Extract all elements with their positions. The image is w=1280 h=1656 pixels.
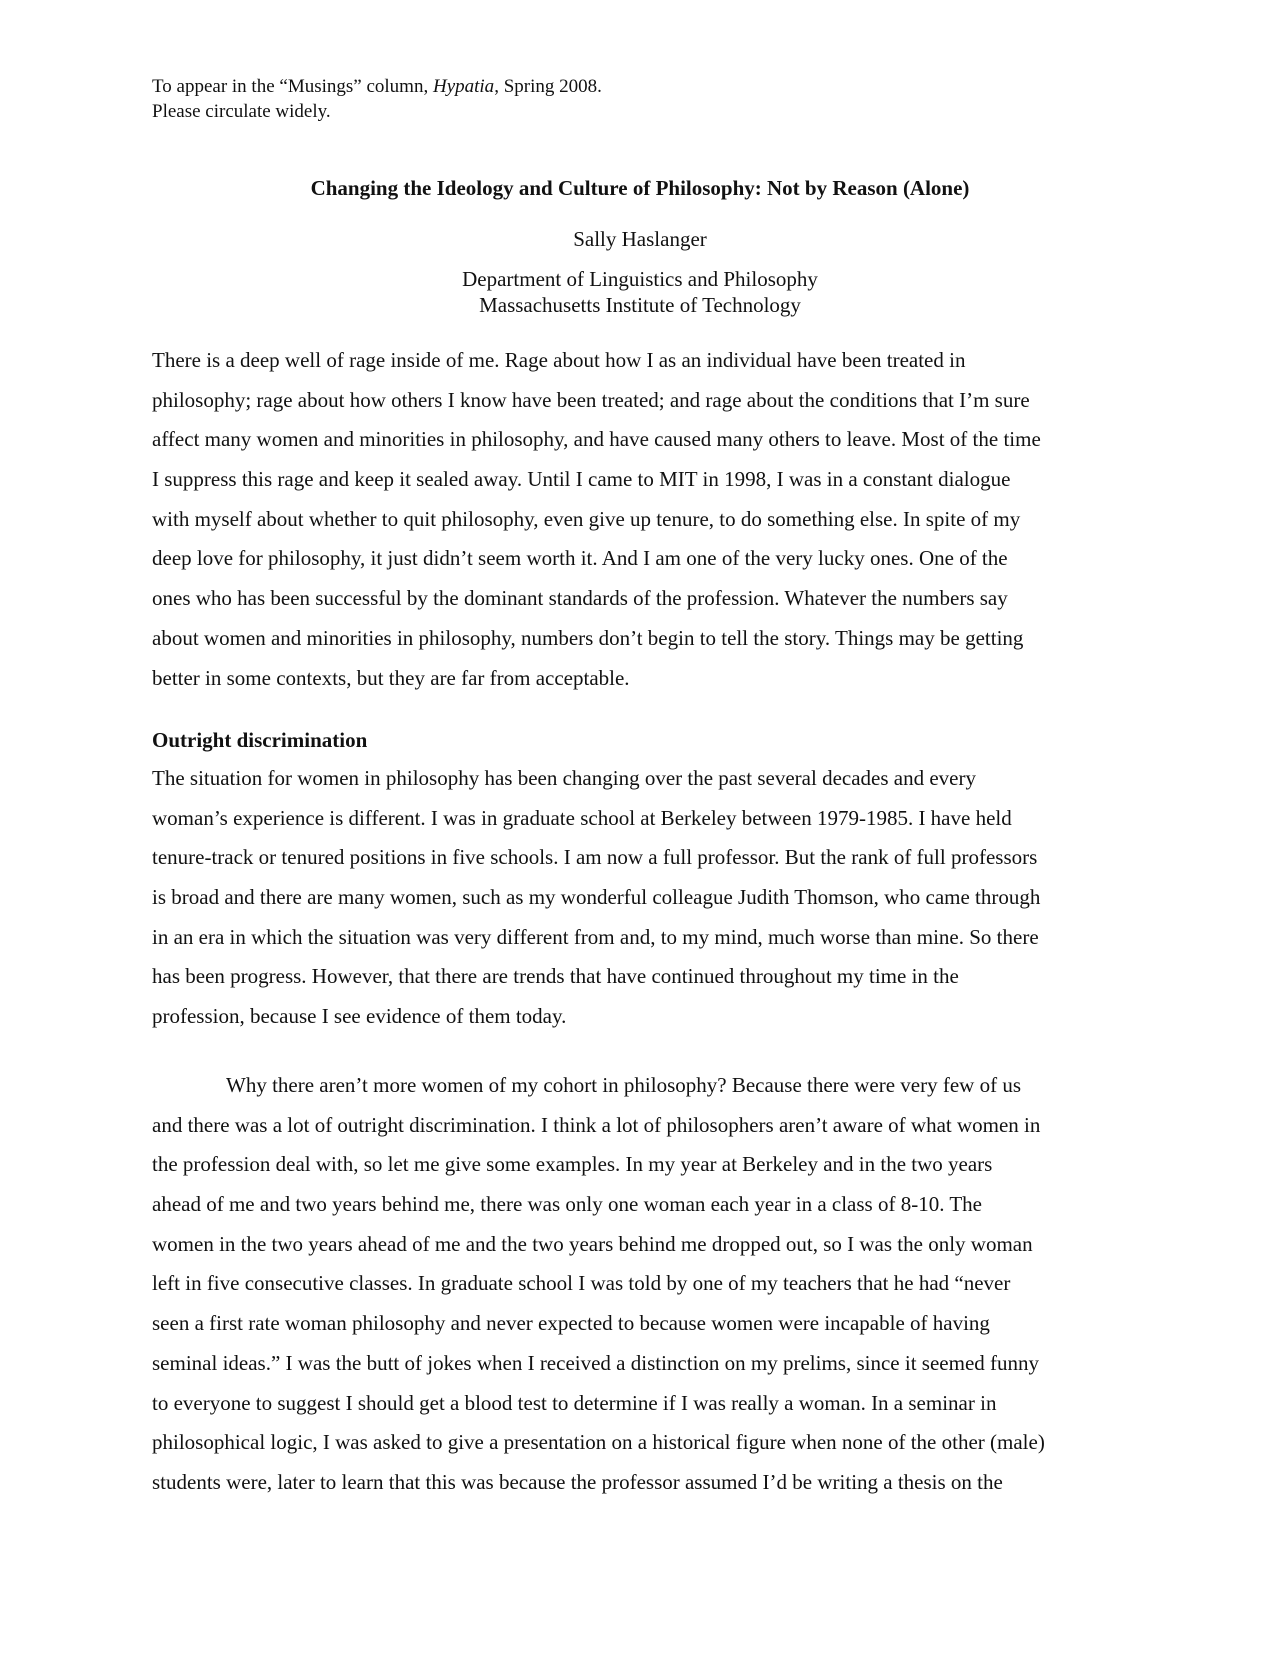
text-line: students were, later to learn that this was because the professor assumed I’d be writing a thesis on the (152, 1469, 1003, 1494)
text-line: left in five consecutive classes. In graduate school I was told by one of my teachers that he had “never (152, 1271, 1011, 1296)
text-line: is broad and there are many women, such as my wonderful colleague Judith Thomson, who came through (152, 885, 1041, 910)
text-line: woman’s experience is different. I was in graduate school at Berkeley between 1979-1985. I have held (152, 805, 1012, 830)
paragraph-cohort (152, 1066, 1045, 1503)
publication-note (152, 74, 602, 99)
text-line: ones who has been successful by the dominant standards of the profession. Whatever the numbers say (152, 586, 1008, 611)
publication-note-prefix: To appear in the “Musings” column, (152, 76, 433, 97)
author-department: Department of Linguistics and Philosophy (462, 267, 818, 291)
text-line: seminal ideas.” I was the butt of jokes when I received a distinction on my prelims, since it seemed funny (152, 1350, 1040, 1375)
text-line: about women and minorities in philosophy, numbers don’t begin to tell the story. Things may be getting (152, 625, 1024, 650)
text-line: philosophy; rage about how others I know have been treated; and rage about the conditions that I’m sure (152, 387, 1030, 412)
text-line: Why there aren’t more women of my cohort in philosophy? Because there were very few of us (226, 1073, 1022, 1097)
section-heading: Outright discrimination (152, 728, 368, 752)
text-line: The situation for women in philosophy has been changing over the past several decades and every (152, 766, 976, 790)
text-line: affect many women and minorities in philosophy, and have caused many others to leave. Most of the time (152, 427, 1041, 452)
author-name: Sally Haslanger (573, 227, 707, 251)
text-line: women in the two years ahead of me and the two years behind me dropped out, so I was the only woman (152, 1231, 1033, 1256)
text-line: the profession deal with, so let me give some examples. In my year at Berkeley and in the two years (152, 1152, 993, 1177)
text-line: to everyone to suggest I should get a blood test to determine if I was really a woman. In a seminar in (152, 1390, 997, 1415)
text-line: There is a deep well of rage inside of me. Rage about how I as an individual have been treated in (152, 348, 966, 372)
text-line: seen a first rate woman philosophy and never expected to because women were incapable of having (152, 1311, 990, 1336)
text-line: philosophical logic, I was asked to give a presentation on a historical figure when none of the other (male) (152, 1430, 1045, 1455)
text-line: I suppress this rage and keep it sealed away. Until I came to MIT in 1998, I was in a constant dialogue (152, 467, 1011, 492)
text-line: ahead of me and two years behind me, there was only one woman each year in a class of 8-10. The (152, 1192, 982, 1217)
paragraph-intro (152, 341, 1041, 698)
text-line: with myself about whether to quit philosophy, even give up tenure, to do something else. In spite of my (152, 506, 1021, 531)
author-institution: Massachusetts Institute of Technology (479, 293, 801, 317)
text-line: deep love for philosophy, it just didn’t seem worth it. And I am one of the very lucky ones. One of the (152, 546, 1008, 571)
publication-note-suffix: , Spring 2008. (494, 76, 602, 97)
text-line: better in some contexts, but they are far from acceptable. (152, 665, 630, 690)
text-line: has been progress. However, that there are trends that have continued throughout my time in the (152, 964, 959, 989)
text-line: and there was a lot of outright discrimination. I think a lot of philosophers aren’t aware of what women in (152, 1112, 1041, 1137)
paper-title: Changing the Ideology and Culture of Philosophy: Not by Reason (Alone) (310, 176, 970, 200)
journal-name: Hypatia (432, 76, 495, 97)
circulation-note: Please circulate widely. (152, 101, 331, 122)
paragraph-situation (152, 759, 1040, 1037)
text-line: profession, because I see evidence of them today. (152, 1004, 567, 1029)
text-line: in an era in which the situation was very different from and, to my mind, much worse than mine. So there (152, 924, 1039, 949)
text-line: tenure-track or tenured positions in five schools. I am now a full professor. But the rank of full professors (152, 845, 1038, 870)
